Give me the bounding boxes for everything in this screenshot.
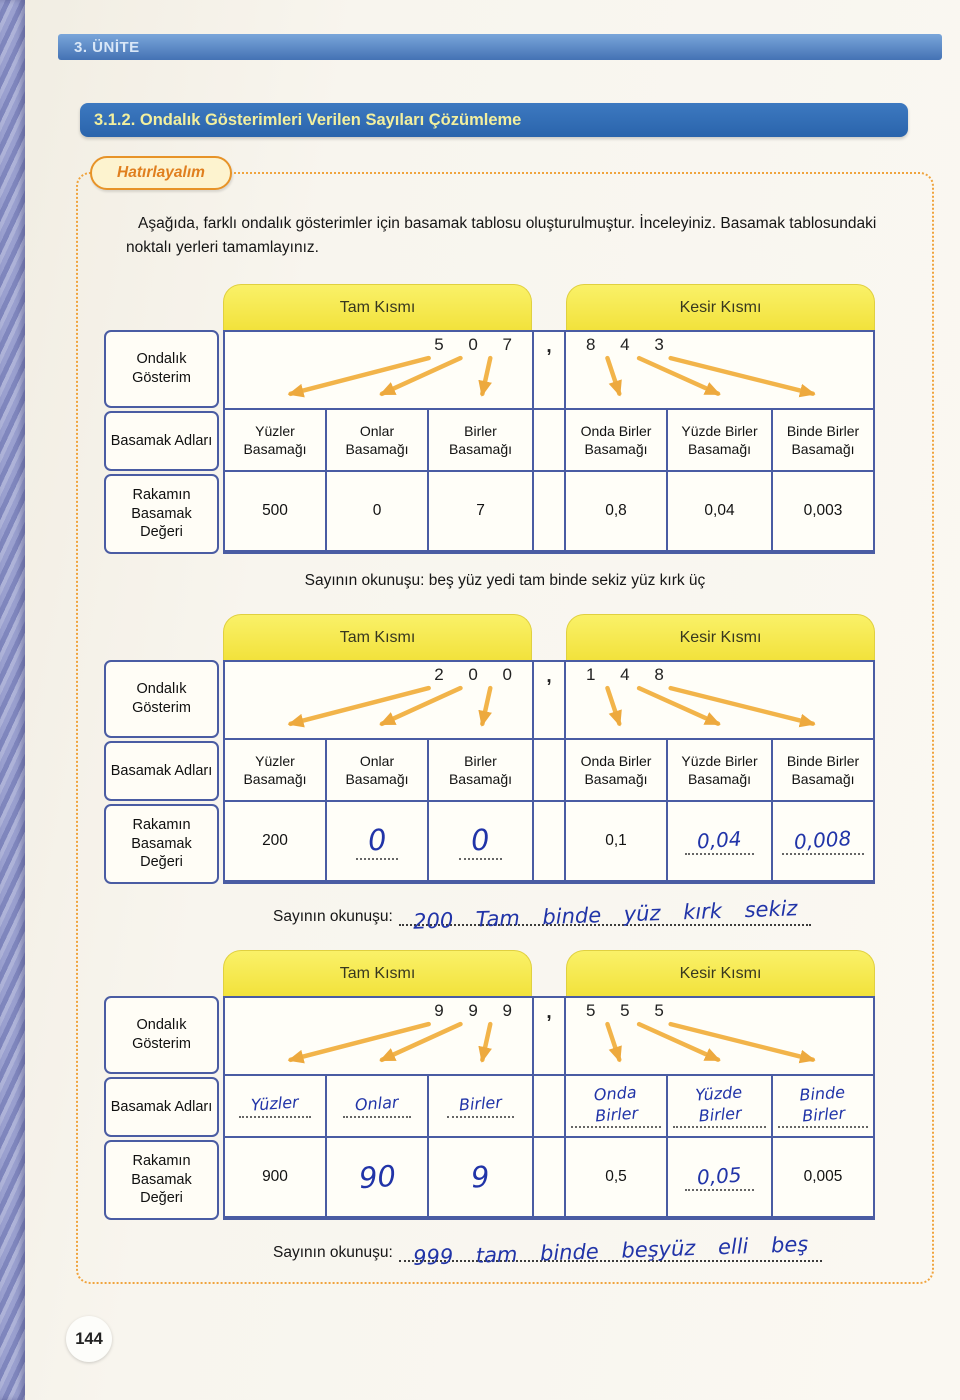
whole-part-header: Tam Kısmı — [223, 614, 532, 660]
place-value-table-1 — [104, 284, 879, 554]
place-name-cell-handwritten: Onda Birler — [566, 1076, 666, 1136]
place-name-cell-handwritten: Birler — [429, 1076, 532, 1136]
intro-paragraph: Aşağıda, farklı ondalık gösterimler için basamak tablosu oluşturulmuştur. İnceleyiniz. Basamak tablosundaki noktalı yerleri tamamlayınız. — [126, 215, 877, 257]
gap-cell — [534, 1076, 564, 1136]
place-name-cell: Onlar Basamağı — [327, 740, 427, 800]
gap-cell — [534, 802, 564, 880]
place-value-cell-handwritten: 90 — [327, 1138, 427, 1216]
place-name-cell: Birler Basamağı — [429, 410, 532, 470]
handwritten-reading: 999 tam binde beşyüz elli beş — [412, 1232, 809, 1270]
place-name-cell: Yüzde Birler Basamağı — [668, 410, 771, 470]
place-name-cell-handwritten: Onlar — [327, 1076, 427, 1136]
place-value-cell: 0 — [327, 472, 427, 550]
decimal-comma: , — [534, 998, 564, 1074]
place-value-cell: 0,005 — [773, 1138, 873, 1216]
place-value-cell-handwritten: 0,05 — [668, 1138, 771, 1216]
gap-cell — [534, 1138, 564, 1216]
decimal-comma: , — [534, 332, 564, 408]
place-name-cell: Yüzde Birler Basamağı — [668, 740, 771, 800]
gap-cell — [534, 472, 564, 550]
decimal-comma: , — [534, 662, 564, 738]
whole-part-header: Tam Kısmı — [223, 284, 532, 330]
place-value-cell: 500 — [225, 472, 325, 550]
place-value-cell: 0,04 — [668, 472, 771, 550]
place-name-cell: Onlar Basamağı — [327, 410, 427, 470]
digit-arrows-icon — [225, 332, 532, 408]
place-value-cell: 7 — [429, 472, 532, 550]
table-1-grid — [223, 330, 875, 554]
place-value-cell-handwritten: 0 — [327, 802, 427, 880]
reading-text: beş yüz yedi tam binde sekiz yüz kırk üç — [428, 572, 706, 590]
reading-line-1 — [78, 572, 932, 590]
row-label-place-values: Rakamın Basamak Değeri — [104, 474, 219, 554]
place-name-cell: Yüzler Basamağı — [225, 740, 325, 800]
recall-section — [76, 164, 934, 1284]
header-gap — [532, 950, 566, 996]
gap-cell — [534, 410, 564, 470]
whole-part-header: Tam Kısmı — [223, 950, 532, 996]
handwritten-reading: 200 Tam binde yüz kırk sekiz — [412, 896, 798, 934]
whole-digits-cell — [225, 662, 532, 738]
row-label-place-names: Basamak Adları — [104, 411, 219, 471]
digit-arrows-icon — [566, 662, 873, 738]
place-name-cell: Yüzler Basamağı — [225, 410, 325, 470]
recall-badge: Hatırlayalım — [90, 156, 232, 190]
place-value-cell-handwritten: 0,008 — [773, 802, 873, 880]
fraction-digits: 5 5 5 — [586, 1001, 674, 1021]
row-labels — [104, 330, 219, 554]
place-name-cell: Binde Birler Basamağı — [773, 410, 873, 470]
fraction-digits-cell — [566, 662, 873, 738]
reading-answer-line — [399, 1232, 822, 1270]
whole-digits-cell — [225, 332, 532, 408]
table-2-grid — [223, 660, 875, 884]
table-3-grid — [223, 996, 875, 1220]
table-1-header — [223, 284, 879, 330]
fraction-part-header: Kesir Kısmı — [566, 284, 875, 330]
gap-cell — [534, 740, 564, 800]
fraction-part-header: Kesir Kısmı — [566, 614, 875, 660]
row-label-decimal-notation: Ondalık Gösterim — [104, 996, 219, 1074]
row-label-place-values: Rakamın Basamak Değeri — [104, 804, 219, 884]
table-3-header — [223, 950, 879, 996]
place-name-cell: Binde Birler Basamağı — [773, 740, 873, 800]
row-label-place-names: Basamak Adları — [104, 1077, 219, 1137]
place-value-cell: 0,003 — [773, 472, 873, 550]
place-value-cell: 200 — [225, 802, 325, 880]
place-name-cell-handwritten: Binde Birler — [773, 1076, 873, 1136]
place-value-table-2 — [104, 614, 879, 884]
header-gap — [532, 614, 566, 660]
whole-digits-cell — [225, 998, 532, 1074]
place-value-cell: 0,8 — [566, 472, 666, 550]
place-name-cell: Onda Birler Basamağı — [566, 410, 666, 470]
place-value-cell: 900 — [225, 1138, 325, 1216]
place-name-cell-handwritten: Yüzler — [225, 1076, 325, 1136]
reading-label: Sayının okunuşu: — [304, 572, 425, 590]
place-value-cell: 0,1 — [566, 802, 666, 880]
digit-arrows-icon — [566, 332, 873, 408]
place-value-cell-handwritten: 0,04 — [668, 802, 771, 880]
row-label-decimal-notation: Ondalık Gösterim — [104, 660, 219, 738]
row-labels — [104, 660, 219, 884]
row-labels — [104, 996, 219, 1220]
place-name-cell: Onda Birler Basamağı — [566, 740, 666, 800]
reading-label: Sayının okunuşu: — [273, 908, 393, 926]
reading-line-2 — [273, 896, 912, 934]
book-binding-strip — [0, 0, 25, 1400]
whole-digits: 5 0 7 — [434, 335, 522, 355]
reading-line-3 — [273, 1232, 912, 1270]
row-label-decimal-notation: Ondalık Gösterim — [104, 330, 219, 408]
whole-digits: 2 0 0 — [434, 665, 522, 685]
digit-arrows-icon — [566, 998, 873, 1074]
place-name-cell: Birler Basamağı — [429, 740, 532, 800]
reading-answer-line — [399, 896, 812, 934]
digit-arrows-icon — [225, 998, 532, 1074]
place-value-cell-handwritten: 0 — [429, 802, 532, 880]
unit-header-label: 3. ÜNİTE — [74, 38, 140, 56]
fraction-part-header: Kesir Kısmı — [566, 950, 875, 996]
fraction-digits: 8 4 3 — [586, 335, 674, 355]
page-number: 144 — [66, 1316, 112, 1362]
fraction-digits-cell — [566, 332, 873, 408]
place-value-cell: 0,5 — [566, 1138, 666, 1216]
header-gap — [532, 284, 566, 330]
row-label-place-names: Basamak Adları — [104, 741, 219, 801]
section-title: 3.1.2. Ondalık Gösterimleri Verilen Sayıları Çözümleme — [80, 103, 908, 137]
whole-digits: 9 9 9 — [434, 1001, 522, 1021]
fraction-digits: 1 4 8 — [586, 665, 674, 685]
row-label-place-values: Rakamın Basamak Değeri — [104, 1140, 219, 1220]
place-value-table-3 — [104, 950, 879, 1220]
digit-arrows-icon — [225, 662, 532, 738]
place-name-cell-handwritten: Yüzde Birler — [668, 1076, 771, 1136]
unit-header-bar — [58, 34, 942, 60]
reading-label: Sayının okunuşu: — [273, 1244, 393, 1262]
fraction-digits-cell — [566, 998, 873, 1074]
place-value-cell-handwritten: 9 — [429, 1138, 532, 1216]
table-2-header — [223, 614, 879, 660]
